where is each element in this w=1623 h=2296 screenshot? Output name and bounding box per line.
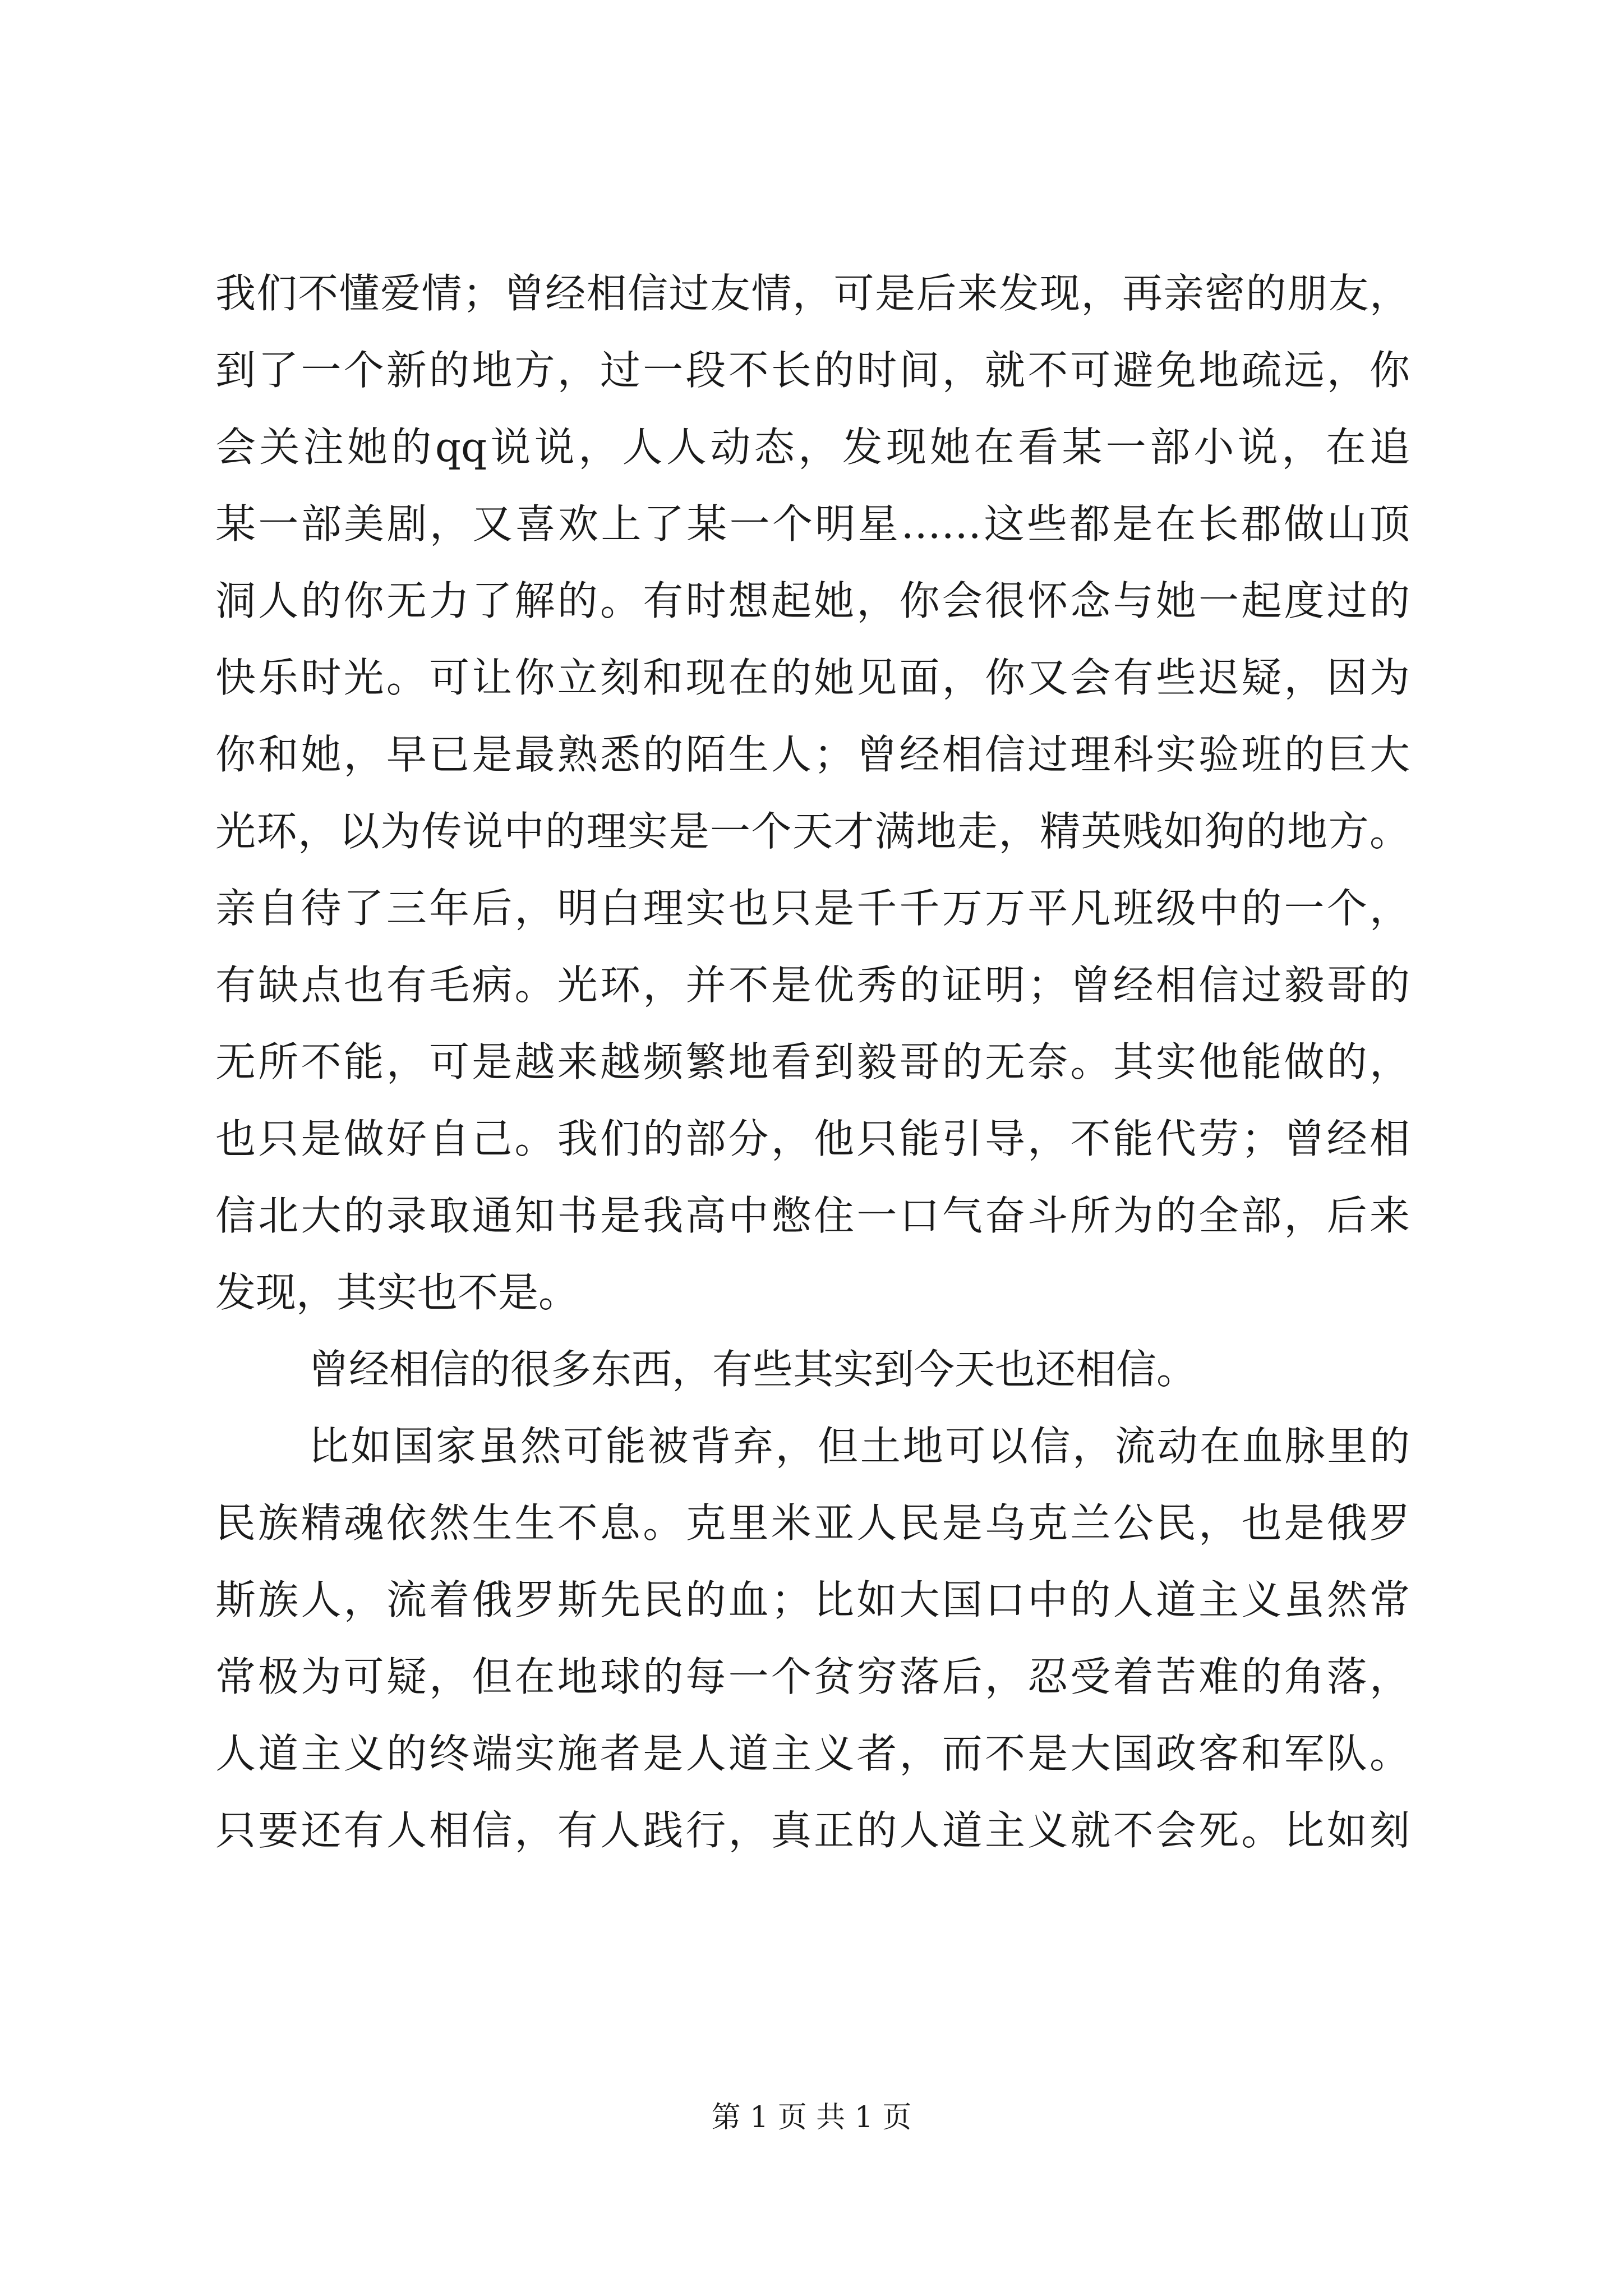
page-number-footer: 第 1 页 共 1 页 xyxy=(711,2101,912,2134)
text-line: 曾经相信的很多东西，有些其实到今天也还相信。 xyxy=(308,1346,1197,1393)
text-line: 你和她，早已是最熟悉的陌生人；曾经相信过理科实验班的巨大 xyxy=(215,731,1410,778)
body-text xyxy=(215,255,1410,1869)
text-line: 比如国家虽然可能被背弃，但土地可以信，流动在血脉里的 xyxy=(308,1423,1410,1470)
text-line: 信北大的录取通知书是我高中憋住一口气奋斗所为的全部，后来 xyxy=(215,1192,1410,1239)
text-line: 有缺点也有毛病。光环，并不是优秀的证明；曾经相信过毅哥的 xyxy=(215,961,1410,1009)
text-line: 亲自待了三年后，明白理实也只是千千万万平凡班级中的一个， xyxy=(215,885,1410,932)
text-line: 光环，以为传说中的理实是一个天才满地走，精英贱如狗的地方。 xyxy=(215,808,1410,855)
text-line: 我们不懂爱情；曾经相信过友情，可是后来发现，再亲密的朋友， xyxy=(215,270,1410,317)
text-line: 也只是做好自己。我们的部分，他只能引导，不能代劳；曾经相 xyxy=(215,1115,1410,1162)
text-line: 会关注她的qq说说，人人动态，发现她在看某一部小说，在追 xyxy=(215,424,1410,471)
text-line: 斯族人，流着俄罗斯先民的血；比如大国口中的人道主义虽然常 xyxy=(215,1576,1410,1623)
text-line: 常极为可疑，但在地球的每一个贫穷落后，忍受着苦难的角落， xyxy=(215,1653,1410,1700)
text-line: 某一部美剧，又喜欢上了某一个明星……这些都是在长郡做山顶 xyxy=(215,500,1410,547)
text-line: 洞人的你无力了解的。有时想起她，你会很怀念与她一起度过的 xyxy=(215,577,1410,624)
text-line: 快乐时光。可让你立刻和现在的她见面，你又会有些迟疑，因为 xyxy=(215,654,1410,701)
text-line: 无所不能，可是越来越频繁地看到毅哥的无奈。其实他能做的， xyxy=(215,1038,1410,1085)
text-line: 发现，其实也不是。 xyxy=(215,1269,579,1316)
text-line: 民族精魂依然生生不息。克里米亚人民是乌克兰公民，也是俄罗 xyxy=(215,1499,1410,1547)
text-line: 人道主义的终端实施者是人道主义者，而不是大国政客和军队。 xyxy=(215,1730,1410,1777)
text-line: 只要还有人相信，有人践行，真正的人道主义就不会死。比如刻 xyxy=(215,1807,1410,1854)
text-line: 到了一个新的地方，过一段不长的时间，就不可避免地疏远，你 xyxy=(215,347,1410,394)
